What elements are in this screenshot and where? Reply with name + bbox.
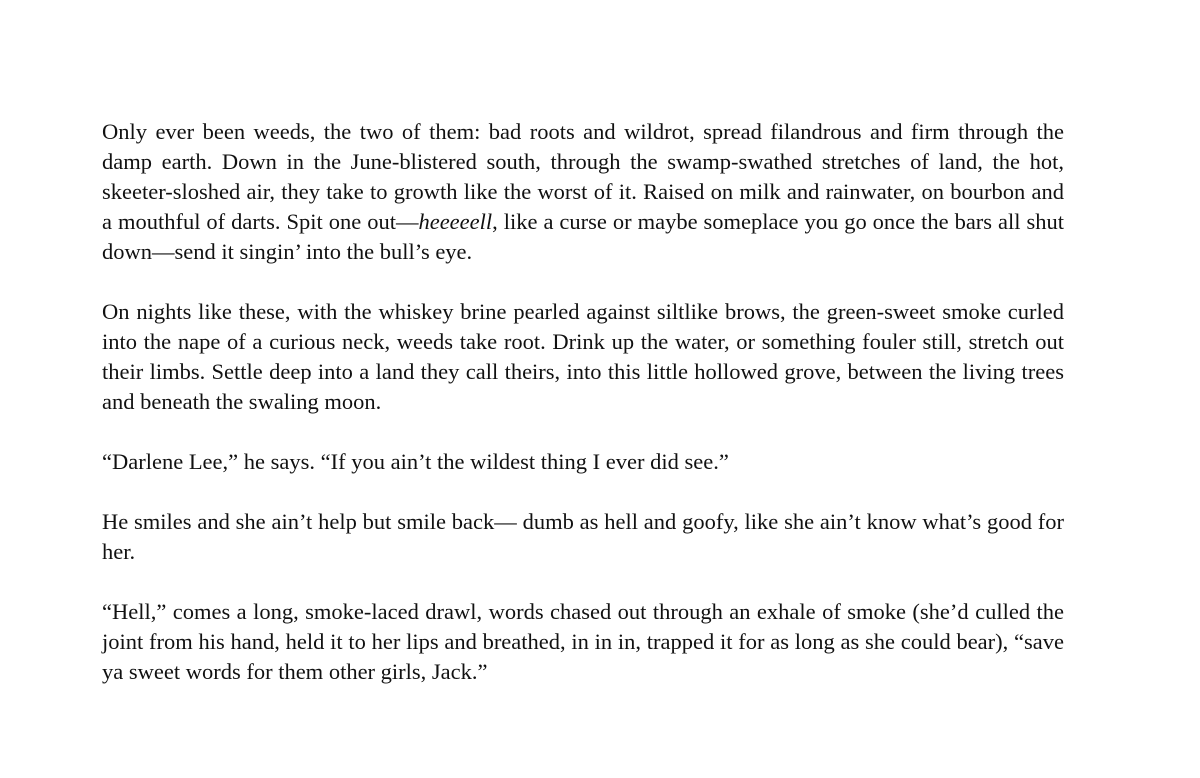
paragraph-1-text-a: Only ever been weeds, the two of them: bad roots and wildrot, spread filandrous and firm through the damp earth. Down in the June-blistered south, through the swamp-swathed stretches of land, the hot, skeeter-sloshed air, they take to growth like the worst of it. Raised on milk and rainwater, on bourbon and a mouthful of darts. Spit one out— xyxy=(102,119,1064,234)
paragraph-1-text-b: , like a curse or maybe someplace you go once the bars all shut down—send it singin’ into the bull’s eye. xyxy=(102,209,1065,264)
document-body xyxy=(102,117,1064,687)
paragraph-3: “Darlene Lee,” he says. “If you ain’t the wildest thing I ever did see.” xyxy=(102,449,729,474)
paragraph-4: He smiles and she ain’t help but smile back— dumb as hell and goofy, like she ain’t know what’s good for her. xyxy=(102,509,1064,564)
paragraph-1-italic-word: heeeeell xyxy=(418,209,493,234)
paragraph-2: On nights like these, with the whiskey brine pearled against siltlike brows, the green-sweet smoke curled into the nape of a curious neck, weeds take root. Drink up the water, or something fouler still, stretch out their limbs. Settle deep into a land they call theirs, into this little hollowed grove, between the living trees and beneath the swaling moon. xyxy=(102,299,1064,414)
paragraph-1 xyxy=(102,117,1064,267)
paragraph-5: “Hell,” comes a long, smoke-laced drawl, words chased out through an exhale of smoke (she’d culled the joint from his hand, held it to her lips and breathed, in in in, trapped it for as long as she could bear), “save ya sweet words for them other girls, Jack.” xyxy=(102,599,1064,684)
